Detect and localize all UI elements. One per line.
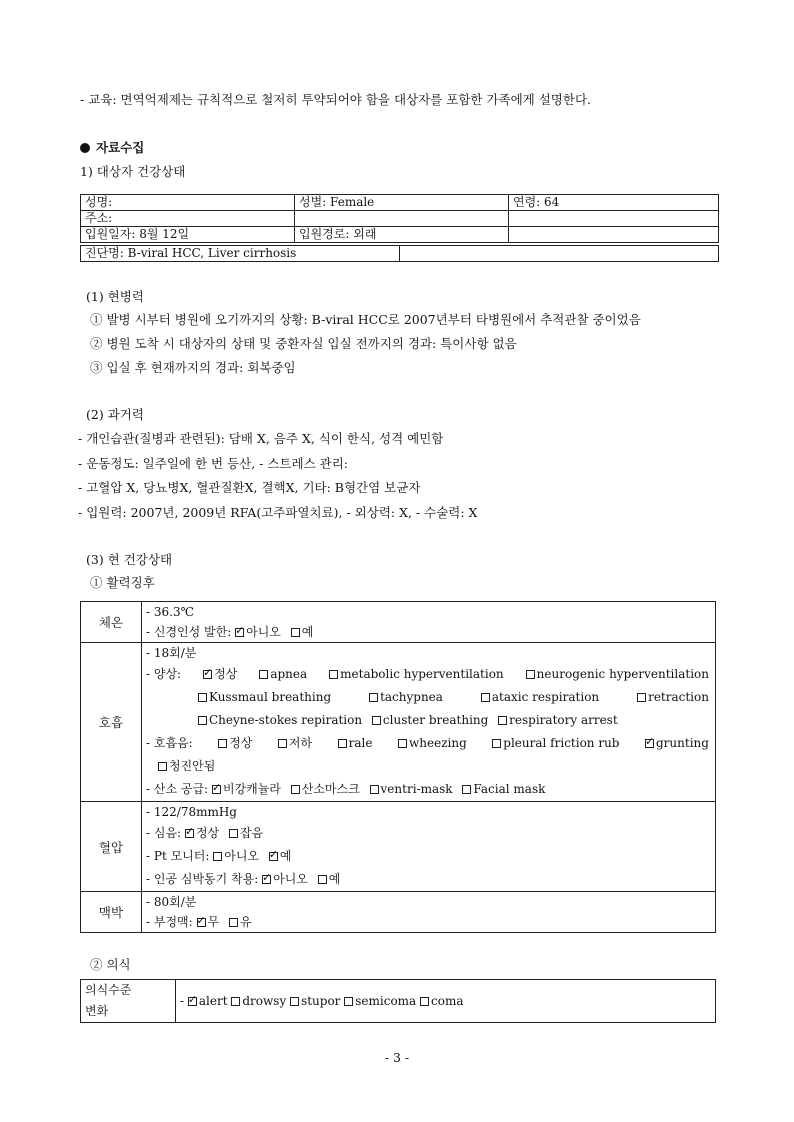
resp-pattern-opt: ✓ 정상 — [203, 663, 237, 686]
opt-label: 예 — [301, 625, 314, 639]
pulse-content — [142, 892, 716, 933]
consciousness-label-line: 의식수준 — [85, 983, 132, 997]
resp-sound-opt: ✓ grunting — [645, 732, 709, 755]
consciousness-opt: ✓ alert — [188, 994, 228, 1008]
resp-sound-opt: 저하 — [278, 732, 312, 755]
consciousness-label — [81, 980, 176, 1023]
consciousness-label-line: 변화 — [85, 1004, 109, 1018]
checkbox-icon[interactable] — [492, 739, 501, 748]
resp-pattern-opt: retraction — [637, 686, 709, 709]
checkbox-checked-icon[interactable] — [203, 670, 212, 679]
checkbox-checked-icon[interactable] — [188, 997, 197, 1006]
oxygen-label: - 산소 공급: — [146, 782, 209, 796]
resp-pattern-row-1 — [146, 663, 709, 686]
resp-pattern-opt: Cheyne-stokes repiration — [198, 713, 362, 727]
checkbox-icon[interactable] — [229, 918, 238, 927]
resp-pattern-opt: cluster breathing — [372, 713, 488, 727]
temp-content — [142, 602, 716, 643]
consciousness-prefix: - — [180, 994, 185, 1008]
heart-sound-opt: ✓ 정상 — [185, 826, 225, 840]
checkbox-checked-icon[interactable] — [645, 739, 654, 748]
info-admit-route: 입원경로: 외래 — [295, 227, 509, 243]
pacemaker-opt: 예 — [318, 872, 341, 886]
checkbox-icon[interactable] — [231, 997, 240, 1006]
oxygen-opt: 산소마스크 — [291, 782, 360, 796]
checkbox-icon[interactable] — [278, 739, 287, 748]
info-diagnosis: 진단명: B-viral HCC, Liver cirrhosis — [81, 246, 400, 262]
checkbox-icon[interactable] — [338, 739, 347, 748]
info-empty-4 — [400, 246, 719, 262]
checkbox-icon[interactable] — [420, 997, 429, 1006]
info-empty-1 — [295, 211, 509, 227]
arrhythmia-opt: 유 — [229, 915, 252, 929]
resp-pattern-opt: respiratory arrest — [498, 713, 618, 727]
arrhythmia-row — [146, 912, 709, 932]
checkbox-icon[interactable] — [158, 762, 167, 771]
checkbox-icon[interactable] — [291, 628, 300, 637]
neuro-fever-label: - 신경인성 발한: — [146, 625, 232, 639]
resp-pattern-opt: metabolic hyperventilation — [329, 663, 503, 686]
pacemaker-row — [146, 868, 709, 891]
consciousness-opt: drowsy — [231, 994, 286, 1008]
info-address: 주소: — [81, 211, 295, 227]
resp-sound-opt: rale — [338, 732, 373, 755]
resp-pattern-opt: Kussmaul breathing — [198, 686, 331, 709]
consciousness-table — [80, 979, 716, 1023]
past-history-item: - 고혈압 X, 당뇨병X, 혈관질환X, 결핵X, 기타: B형간염 보균자 — [78, 480, 421, 495]
pulse-value: - 80회/분 — [146, 895, 197, 909]
checkbox-icon[interactable] — [329, 670, 338, 679]
checkbox-icon[interactable] — [218, 739, 227, 748]
pulse-label: 맥박 — [81, 892, 142, 933]
resp-sound-row-2 — [146, 755, 709, 778]
resp-pattern-opt: neurogenic hyperventilation — [526, 663, 709, 686]
resp-sound-row-1 — [146, 732, 709, 755]
checkbox-checked-icon[interactable] — [185, 829, 194, 838]
oxygen-opt: Facial mask — [462, 782, 545, 796]
resp-sound-opt: 청진안됨 — [158, 759, 215, 773]
checkbox-icon[interactable] — [290, 997, 299, 1006]
resp-content — [142, 643, 716, 802]
resp-pattern-opt: tachypnea — [369, 686, 443, 709]
opt-label: 아니오 — [246, 625, 281, 639]
resp-pattern-label: - 양상: — [146, 667, 182, 681]
consciousness-title: ② 의식 — [90, 957, 131, 972]
checkbox-icon[interactable] — [637, 693, 646, 702]
temp-value: - 36.3℃ — [146, 605, 195, 619]
past-history-item: - 입원력: 2007년, 2009년 RFA(고주파열치료), - 외상력: X, - 수술력: X — [78, 505, 478, 520]
page-number: - 3 - — [384, 1050, 410, 1065]
checkbox-icon[interactable] — [369, 693, 378, 702]
checkbox-icon[interactable] — [372, 716, 381, 725]
resp-sound-label: - 호흡음: — [146, 736, 193, 750]
neuro-fever-row — [146, 622, 709, 642]
patient-info-table — [80, 194, 719, 243]
current-health-title: (3) 현 건강상태 — [86, 552, 173, 567]
resp-pattern-opt: apnea — [259, 663, 307, 686]
checkbox-icon[interactable] — [291, 785, 300, 794]
consciousness-opt: semicoma — [344, 994, 416, 1008]
resp-sound-opt: wheezing — [398, 732, 467, 755]
present-illness-title: (1) 현병력 — [86, 289, 144, 304]
past-history-item: - 개인습관(질병과 관련된): 담배 X, 음주 X, 식이 한식, 성격 예민함 — [78, 431, 444, 446]
oxygen-row — [146, 778, 709, 801]
diagnosis-table — [80, 245, 719, 262]
heart-sound-opt: 잡음 — [229, 826, 263, 840]
oxygen-opt: ventri-mask — [370, 782, 453, 796]
pacemaker-opt: ✓ 아니오 — [262, 872, 314, 886]
checkbox-icon[interactable] — [398, 739, 407, 748]
vitals-title: ① 활력징후 — [90, 575, 155, 590]
checkbox-icon[interactable] — [526, 670, 535, 679]
consciousness-opt: stupor — [290, 994, 340, 1008]
present-illness-item: ② 병원 도착 시 대상자의 상태 및 중환자실 입실 전까지의 경과: 특이사항 없음 — [90, 336, 517, 351]
vital-signs-table — [80, 601, 716, 933]
heart-sound-label: - 심음: — [146, 826, 182, 840]
resp-label: 호흡 — [81, 643, 142, 802]
checkbox-checked-icon[interactable] — [269, 852, 278, 861]
oxygen-opt: ✓ 비강캐뉼라 — [212, 782, 281, 796]
bp-value: - 122/78mmHg — [146, 805, 237, 819]
section-title: 자료수집 — [96, 140, 145, 155]
checkbox-checked-icon[interactable] — [197, 918, 206, 927]
checkbox-icon[interactable] — [229, 829, 238, 838]
consciousness-content — [176, 980, 716, 1023]
checkbox-checked-icon[interactable] — [212, 785, 221, 794]
monitor-opt: 아니오 — [213, 849, 265, 863]
info-empty-3 — [509, 227, 719, 243]
checkbox-checked-icon[interactable] — [262, 875, 271, 884]
bullet-icon — [80, 143, 90, 153]
info-age: 연령: 64 — [509, 195, 719, 211]
checkbox-checked-icon[interactable] — [235, 628, 244, 637]
checkbox-icon[interactable] — [198, 716, 207, 725]
temp-label: 체온 — [81, 602, 142, 643]
checkbox-icon[interactable] — [259, 670, 268, 679]
past-history-item: - 운동정도: 일주일에 한 번 등산, - 스트레스 관리: — [78, 456, 348, 471]
resp-pattern-row-3 — [146, 709, 709, 732]
arrhythmia-label: - 부정맥: — [146, 915, 193, 929]
arrhythmia-opt: ✓ 무 — [197, 915, 226, 929]
resp-sound-opt: pleural friction rub — [492, 732, 619, 755]
consciousness-opt: coma — [420, 994, 463, 1008]
checkbox-icon[interactable] — [462, 785, 471, 794]
checkbox-icon[interactable] — [198, 693, 207, 702]
checkbox-icon[interactable] — [213, 852, 222, 861]
checkbox-icon[interactable] — [344, 997, 353, 1006]
resp-pattern-opt: ataxic respiration — [481, 686, 599, 709]
monitor-label: - Pt 모니터: — [146, 849, 210, 863]
present-illness-item: ③ 입실 후 현재까지의 경과: 회복중임 — [90, 360, 296, 375]
checkbox-icon[interactable] — [498, 716, 507, 725]
monitor-row — [146, 845, 709, 868]
checkbox-icon[interactable] — [481, 693, 490, 702]
bp-content — [142, 802, 716, 892]
section-heading — [80, 140, 144, 156]
resp-pattern-row-2 — [146, 686, 709, 709]
info-admit-date: 입원일자: 8월 12일 — [81, 227, 295, 243]
past-history-title: (2) 과거력 — [86, 407, 144, 422]
checkbox-icon[interactable] — [318, 875, 327, 884]
info-sex: 성별: Female — [295, 195, 509, 211]
monitor-opt: ✓ 예 — [269, 849, 292, 863]
resp-value: - 18회/분 — [146, 646, 197, 660]
bp-label: 혈압 — [81, 802, 142, 892]
subsection-title: 1) 대상자 건강상태 — [80, 164, 186, 179]
resp-sound-opt: 정상 — [218, 732, 252, 755]
checkbox-icon[interactable] — [370, 785, 379, 794]
info-name: 성명: — [81, 195, 295, 211]
present-illness-item: ① 발병 시부터 병원에 오기까지의 상황: B-viral HCC로 2007년부터 타병원에서 추적관찰 중이었음 — [90, 312, 641, 327]
heart-sound-row — [146, 822, 709, 845]
education-text: - 교육: 면역억제제는 규칙적으로 철저히 투약되어야 함을 대상자를 포함한 가족에게 설명한다. — [80, 92, 591, 107]
info-empty-2 — [509, 211, 719, 227]
pacemaker-label: - 인공 심박동기 착용: — [146, 872, 259, 886]
